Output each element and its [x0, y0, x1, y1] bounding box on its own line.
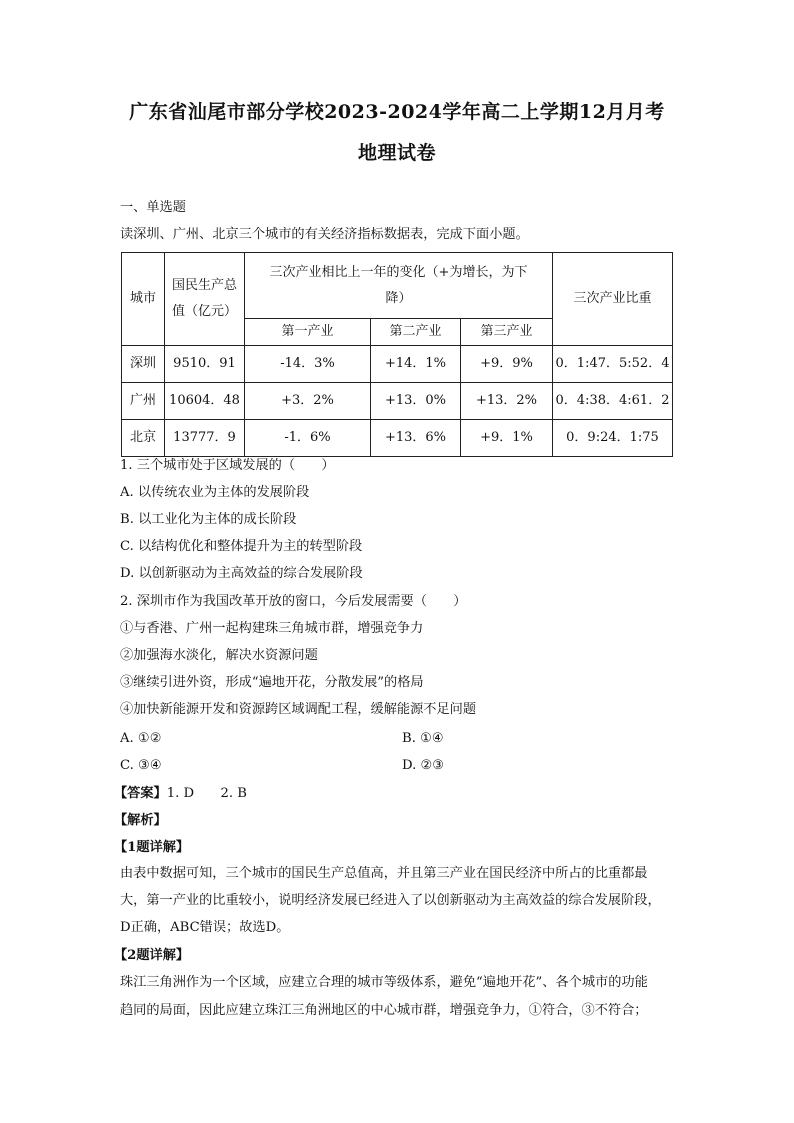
cell-secondary: +13．6% — [371, 420, 461, 457]
q1-option-a: A. 以传统农业为主体的发展阶段 — [120, 485, 310, 500]
cell-city: 广州 — [122, 383, 165, 420]
q1-option-b: B. 以工业化为主体的成长阶段 — [120, 512, 297, 527]
answer-line — [114, 784, 247, 804]
detail-2-line-2: 趋同的局面，因此应建立珠江三角洲地区的中心城市群，增强竞争力，①符合，③不符合； — [120, 1003, 648, 1018]
table-row — [122, 420, 673, 457]
cell-city: 深圳 — [122, 346, 165, 383]
cell-ratio: 0．9:24．1:75 — [553, 420, 673, 457]
cell-tertiary: +13．2% — [461, 383, 553, 420]
detail-2-line-1: 珠江三角洲作为一个区域，应建立合理的城市等级体系，避免“遍地开花”、各个城市的功能 — [120, 975, 648, 990]
header-tertiary: 第三产业 — [461, 319, 553, 346]
q2-option-c: C. ③④ — [120, 758, 162, 773]
intro-text: 读深圳、广州、北京三个城市的有关经济指标数据表，完成下面小题。 — [120, 227, 529, 242]
cell-ratio: 0．1:47．5:52．4 — [553, 346, 673, 383]
q2-option-d: D. ②③ — [402, 758, 445, 773]
detail-2-label: 【2题详解】 — [114, 948, 190, 963]
q2-option-a: A. ①② — [120, 731, 162, 746]
q2-option-b: B. ①④ — [402, 731, 444, 746]
answer-text: 1. D 2. B — [166, 786, 247, 801]
page-subtitle: 地理试卷 — [357, 142, 436, 164]
cell-gnp: 13777．9 — [165, 420, 245, 457]
q2-statement-4: ④加快新能源开发和资源跨区域调配工程，缓解能源不足问题 — [120, 702, 477, 717]
question-2-stem: 2. 深圳市作为我国改革开放的窗口，今后发展需要（ ） — [120, 594, 467, 609]
economic-data-table — [121, 252, 673, 457]
section-heading: 一、单选题 — [120, 200, 186, 215]
answer-label: 【答案】 — [114, 786, 167, 801]
cell-gnp: 9510．91 — [165, 346, 245, 383]
cell-city: 北京 — [122, 420, 165, 457]
cell-ratio: 0．4:38．4:61．2 — [553, 383, 673, 420]
cell-tertiary: +9．9% — [461, 346, 553, 383]
cell-primary: -1．6% — [245, 420, 371, 457]
detail-1-line-3: D正确，ABC错误；故选D。 — [120, 920, 290, 935]
header-city: 城市 — [122, 253, 165, 346]
cell-gnp: 10604．48 — [165, 383, 245, 420]
detail-1-label: 【1题详解】 — [114, 840, 190, 855]
detail-1-line-2: 大，第一产业的比重较小，说明经济发展已经进入了以创新驱动为主高效益的综合发展阶段， — [120, 893, 661, 908]
header-primary: 第一产业 — [245, 319, 371, 346]
table-row — [122, 383, 673, 420]
analysis-label: 【解析】 — [114, 813, 167, 828]
header-ratio: 三次产业比重 — [553, 253, 673, 346]
q2-statement-2: ②加强海水淡化，解决水资源问题 — [120, 648, 318, 663]
page-title: 广东省汕尾市部分学校2023-2024学年高二上学期12月月考 — [129, 101, 665, 123]
cell-primary: -14．3% — [245, 346, 371, 383]
header-change: 三次产业相比上一年的变化（+为增长，为下降） — [245, 253, 553, 319]
q2-statement-1: ①与香港、广州一起构建珠三角城市群，增强竞争力 — [120, 621, 424, 636]
header-secondary: 第二产业 — [371, 319, 461, 346]
cell-secondary: +14．1% — [371, 346, 461, 383]
cell-primary: +3．2% — [245, 383, 371, 420]
cell-secondary: +13．0% — [371, 383, 461, 420]
detail-1-line-1: 由表中数据可知，三个城市的国民生产总值高，并且第三产业在国民经济中所占的比重都最 — [120, 866, 648, 881]
cell-tertiary: +9．1% — [461, 420, 553, 457]
question-1-stem: 1. 三个城市处于区域发展的（ ） — [120, 458, 335, 473]
q1-option-d: D. 以创新驱动为主高效益的综合发展阶段 — [120, 566, 363, 581]
header-gnp: 国民生产总值（亿元） — [165, 253, 245, 346]
q2-statement-3: ③继续引进外资，形成“遍地开花，分散发展”的格局 — [120, 675, 424, 690]
q1-option-c: C. 以结构优化和整体提升为主的转型阶段 — [120, 539, 363, 554]
table-row — [122, 346, 673, 383]
